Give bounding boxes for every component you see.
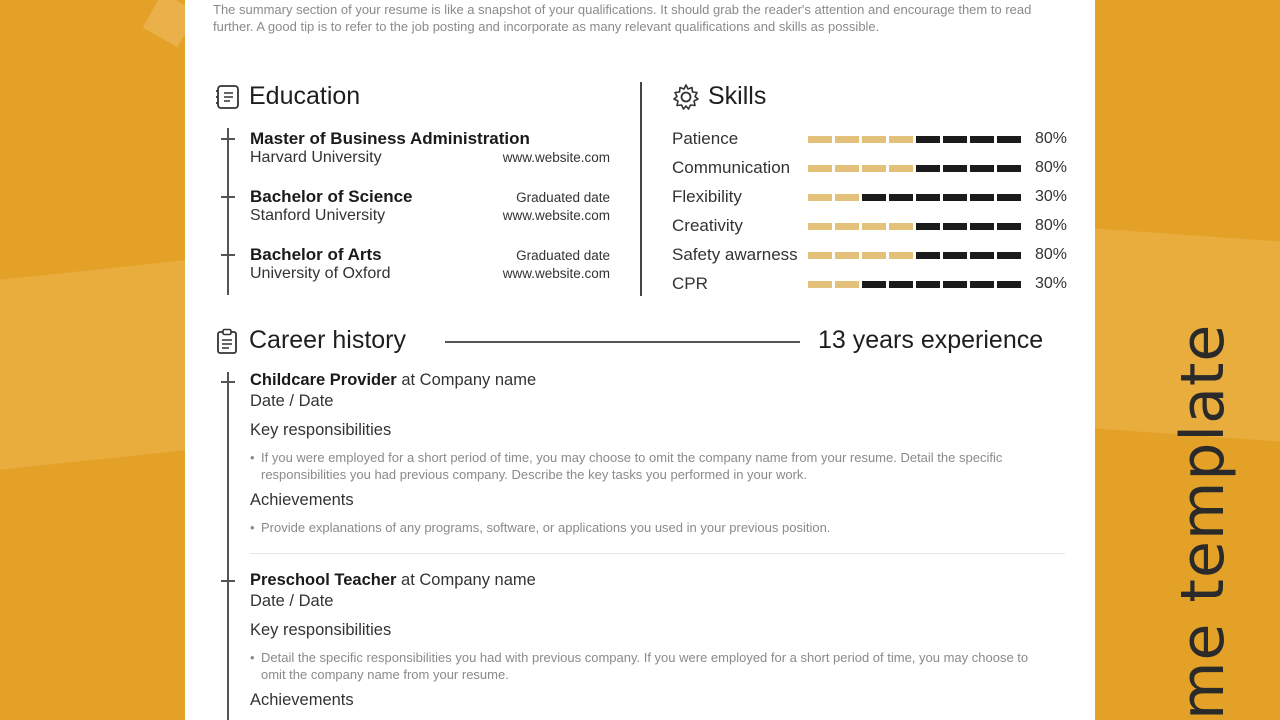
timeline-tick (221, 580, 235, 582)
skill-bar-segment (835, 165, 859, 172)
skill-percent: 80% (1034, 217, 1067, 234)
job-entry (250, 371, 1050, 536)
skill-bar-segment (889, 136, 913, 143)
skill-bar-segment (916, 165, 940, 172)
skill-bar-segment (808, 281, 832, 288)
job-date: Date / Date (250, 392, 334, 410)
job-separator (250, 553, 1065, 554)
column-divider (640, 82, 642, 296)
skill-bar-segment (943, 194, 967, 201)
job-title-line (250, 571, 1050, 590)
skill-bar-segment (835, 281, 859, 288)
achievements-label: Achievements (250, 491, 354, 509)
responsibility-item: • Detail the specific responsibilities you had with previous company. If you were employed for a short period of time, you may choose to omit the company name from your resume. (250, 649, 1050, 683)
skill-bar-segment (943, 281, 967, 288)
skill-bar-segment (916, 281, 940, 288)
experience-years: 13 years experience (818, 326, 1044, 354)
education-title: Education (249, 82, 361, 110)
job-company: at Company name (401, 371, 537, 389)
skill-bar-segment (808, 223, 832, 230)
responsibilities-label: Key responsibilities (250, 421, 392, 439)
skill-percent: 30% (1034, 275, 1067, 292)
job-date: Date / Date (250, 592, 334, 610)
timeline-tick (221, 138, 235, 140)
skill-bar-segment (997, 223, 1021, 230)
skill-bar-segment (970, 136, 994, 143)
skill-bar-segment (970, 223, 994, 230)
education-item (250, 245, 610, 283)
skill-bar-segment (808, 194, 832, 201)
skill-bar-segment (943, 223, 967, 230)
job-title: Childcare Provider (250, 371, 397, 389)
graduated-date: Graduated date (516, 190, 610, 205)
skill-bar-segment (862, 136, 886, 143)
skill-bar-segment (943, 136, 967, 143)
side-title: me template (1168, 323, 1238, 720)
job-entry (250, 571, 1050, 710)
skill-bar-segment (835, 194, 859, 201)
skill-bar-segment (997, 252, 1021, 259)
job-company: at Company name (401, 571, 536, 589)
skill-bar (808, 281, 1021, 288)
skill-bar-segment (835, 223, 859, 230)
skill-bar (808, 136, 1021, 143)
school-name: Stanford University (250, 207, 386, 224)
clipboard-icon (213, 327, 241, 355)
skill-bar-segment (916, 252, 940, 259)
graduated-date: Graduated date (516, 248, 610, 263)
skill-name: CPR (672, 274, 708, 293)
degree-title: Bachelor of Science (250, 187, 413, 206)
skill-bar-segment (808, 165, 832, 172)
timeline-line (227, 372, 229, 720)
skill-bar-segment (889, 252, 913, 259)
timeline-tick (221, 196, 235, 198)
skill-name: Creativity (672, 216, 743, 235)
skill-row (672, 273, 1067, 295)
gear-icon (672, 83, 700, 111)
degree-title: Master of Business Administration (250, 129, 530, 148)
skill-name: Safety awarness (672, 245, 798, 264)
education-icon (213, 83, 241, 111)
skill-bar-segment (916, 136, 940, 143)
career-heading (213, 326, 406, 355)
resume-page (185, 0, 1095, 720)
education-heading (213, 82, 360, 111)
skill-bar-segment (970, 194, 994, 201)
school-website: www.website.com (502, 208, 610, 223)
skill-bar (808, 252, 1021, 259)
skill-bar-segment (997, 136, 1021, 143)
skill-row (672, 215, 1067, 237)
career-rule (445, 341, 800, 343)
background-streak (0, 260, 185, 469)
skill-bar-segment (997, 194, 1021, 201)
achievement-item: • Provide explanations of any programs, software, or applications you used in your previous position. (250, 519, 1050, 536)
summary-text: The summary section of your resume is like a snapshot of your qualifications. It should grab the reader's attention and encourage them to read further. A good tip is to refer to the job posting and incorporate as many relevant qualifications and skills as possible. (213, 2, 1032, 34)
school-name: University of Oxford (250, 265, 391, 282)
skill-bar-segment (808, 252, 832, 259)
skill-percent: 30% (1034, 188, 1067, 205)
school-website: www.website.com (502, 266, 610, 281)
achievements-label: Achievements (250, 691, 354, 709)
education-item (250, 187, 610, 225)
skill-bar-segment (889, 194, 913, 201)
skill-bar-segment (916, 194, 940, 201)
skill-bar-segment (862, 165, 886, 172)
education-item (250, 129, 610, 167)
skill-name: Communication (672, 158, 791, 177)
school-name: Harvard University (250, 149, 382, 166)
timeline-tick (221, 254, 235, 256)
skill-bar-segment (943, 252, 967, 259)
skill-percent: 80% (1034, 246, 1067, 263)
skill-bar-segment (862, 252, 886, 259)
skill-row (672, 128, 1067, 150)
skill-bar-segment (970, 281, 994, 288)
timeline-tick (221, 381, 235, 383)
skills-title: Skills (708, 82, 767, 110)
skill-row (672, 157, 1067, 179)
skill-percent: 80% (1034, 159, 1067, 176)
skill-bar (808, 223, 1021, 230)
skill-bar-segment (862, 281, 886, 288)
skill-bar-segment (808, 136, 832, 143)
skill-name: Flexibility (672, 187, 742, 206)
skill-bar-segment (835, 136, 859, 143)
skill-bar-segment (862, 194, 886, 201)
school-website: www.website.com (502, 150, 610, 165)
skill-bar-segment (943, 165, 967, 172)
skill-bar-segment (970, 252, 994, 259)
responsibility-item: • If you were employed for a short period of time, you may choose to omit the company name from your resume. Detail the specific responsibilities you had previous company. Describe the key tasks you performed in your work. (250, 449, 1050, 483)
skill-name: Patience (672, 129, 739, 148)
skill-bar-segment (835, 252, 859, 259)
skill-percent: 80% (1034, 130, 1067, 147)
job-title: Preschool Teacher (250, 571, 397, 589)
timeline-line (227, 128, 229, 295)
skill-row (672, 186, 1067, 208)
skill-bar (808, 165, 1021, 172)
career-title: Career history (249, 326, 406, 354)
skill-row (672, 244, 1067, 266)
job-title-line (250, 371, 1050, 390)
skill-bar-segment (862, 223, 886, 230)
responsibilities-label: Key responsibilities (250, 621, 392, 639)
skill-bar-segment (889, 281, 913, 288)
skills-heading (672, 82, 766, 111)
degree-title: Bachelor of Arts (250, 245, 382, 264)
skill-bar-segment (997, 281, 1021, 288)
skill-bar-segment (889, 223, 913, 230)
skill-bar-segment (889, 165, 913, 172)
skill-bar-segment (970, 165, 994, 172)
skill-bar (808, 194, 1021, 201)
skill-bar-segment (997, 165, 1021, 172)
skill-bar-segment (916, 223, 940, 230)
